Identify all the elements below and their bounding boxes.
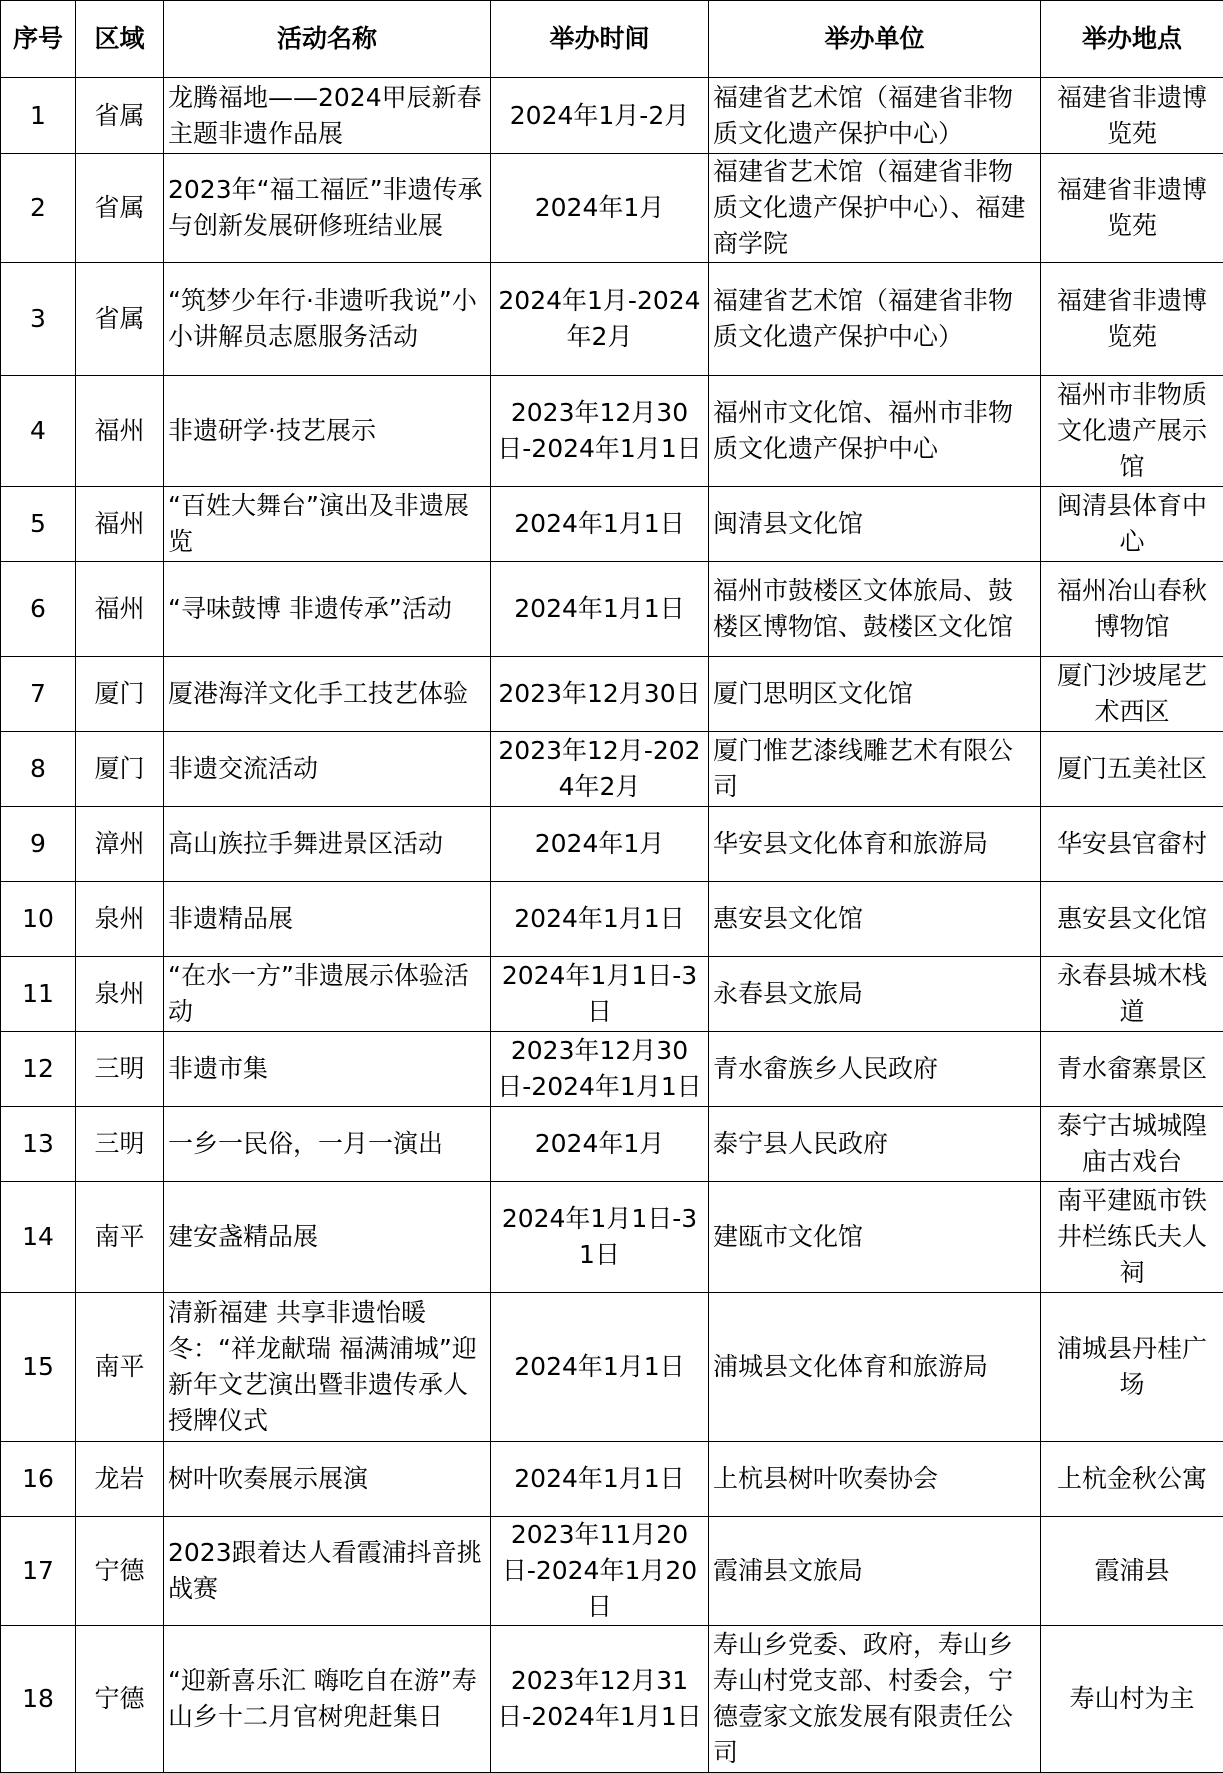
cell-org: 厦门惟艺漆线雕艺术有限公司 [709,732,1041,807]
table-row [1,487,1223,562]
cell-no: 5 [1,487,76,562]
cell-place: 永春县城木栈道 [1041,957,1223,1032]
cell-no: 8 [1,732,76,807]
table-row [1,957,1223,1032]
cell-region: 福州 [76,487,164,562]
cell-name: 厦港海洋文化手工技艺体验 [164,657,491,732]
cell-place: 华安县官畲村 [1041,807,1223,882]
cell-place: 福建省非遗博览苑 [1041,154,1223,263]
cell-name: “迎新喜乐汇 嗨吃自在游”寿山乡十二月官树兜赶集日 [164,1626,491,1773]
cell-name: 非遗研学·技艺展示 [164,376,491,487]
cell-name: 建安盏精品展 [164,1182,491,1293]
cell-place: 浦城县丹桂广场 [1041,1293,1223,1442]
cell-region: 厦门 [76,657,164,732]
cell-time: 2023年12月30日 [491,657,709,732]
cell-region: 南平 [76,1182,164,1293]
cell-no: 9 [1,807,76,882]
cell-region: 三明 [76,1032,164,1107]
table-row [1,732,1223,807]
cell-name: 树叶吹奏展示展演 [164,1442,491,1517]
cell-place: 霞浦县 [1041,1517,1223,1626]
table-row [1,78,1223,154]
cell-org: 建瓯市文化馆 [709,1182,1041,1293]
cell-org: 上杭县树叶吹奏协会 [709,1442,1041,1517]
cell-region: 福州 [76,562,164,657]
cell-time: 2023年12月-2024年2月 [491,732,709,807]
cell-org: 福建省艺术馆（福建省非物质文化遗产保护中心） [709,78,1041,154]
cell-org: 福州市文化馆、福州市非物质文化遗产保护中心 [709,376,1041,487]
cell-no: 11 [1,957,76,1032]
cell-place: 福建省非遗博览苑 [1041,263,1223,376]
table-header-row [1,1,1223,78]
table-body [1,78,1223,1773]
cell-no: 17 [1,1517,76,1626]
table-row [1,1032,1223,1107]
table-row [1,1517,1223,1626]
table-row [1,376,1223,487]
cell-org: 寿山乡党委、政府，寿山乡寿山村党支部、村委会，宁德壹家文旅发展有限责任公司 [709,1626,1041,1773]
table-row [1,1442,1223,1517]
cell-region: 龙岩 [76,1442,164,1517]
cell-no: 18 [1,1626,76,1773]
cell-name: 2023跟着达人看霞浦抖音挑战赛 [164,1517,491,1626]
cell-time: 2024年1月 [491,154,709,263]
header-region: 区域 [76,1,164,78]
cell-name: “在水一方”非遗展示体验活动 [164,957,491,1032]
cell-no: 12 [1,1032,76,1107]
cell-time: 2024年1月1日 [491,882,709,957]
table-row [1,1293,1223,1442]
cell-place: 南平建瓯市铁井栏练氏夫人祠 [1041,1182,1223,1293]
cell-name: 非遗市集 [164,1032,491,1107]
cell-org: 泰宁县人民政府 [709,1107,1041,1182]
cell-time: 2024年1月1日 [491,1442,709,1517]
table-row [1,882,1223,957]
cell-no: 3 [1,263,76,376]
cell-no: 15 [1,1293,76,1442]
cell-no: 10 [1,882,76,957]
cell-org: 福建省艺术馆（福建省非物质文化遗产保护中心） [709,263,1041,376]
table-row [1,263,1223,376]
cell-time: 2024年1月1日 [491,1293,709,1442]
cell-region: 省属 [76,78,164,154]
cell-org: 永春县文旅局 [709,957,1041,1032]
cell-region: 南平 [76,1293,164,1442]
cell-region: 宁德 [76,1626,164,1773]
cell-no: 6 [1,562,76,657]
cell-region: 省属 [76,154,164,263]
cell-place: 福建省非遗博览苑 [1041,78,1223,154]
cell-no: 16 [1,1442,76,1517]
cell-org: 闽清县文化馆 [709,487,1041,562]
cell-time: 2024年1月1日 [491,562,709,657]
cell-org: 青水畲族乡人民政府 [709,1032,1041,1107]
cell-no: 14 [1,1182,76,1293]
cell-name: 清新福建 共享非遗怡暖冬：“祥龙献瑞 福满浦城”迎新年文艺演出暨非遗传承人授牌仪式 [164,1293,491,1442]
cell-place: 青水畲寨景区 [1041,1032,1223,1107]
header-time: 举办时间 [491,1,709,78]
cell-region: 泉州 [76,882,164,957]
cell-name: 非遗交流活动 [164,732,491,807]
cell-name: 一乡一民俗，一月一演出 [164,1107,491,1182]
cell-place: 福州冶山春秋博物馆 [1041,562,1223,657]
header-no: 序号 [1,1,76,78]
cell-time: 2024年1月1日-31日 [491,1182,709,1293]
cell-org: 浦城县文化体育和旅游局 [709,1293,1041,1442]
cell-no: 13 [1,1107,76,1182]
cell-region: 泉州 [76,957,164,1032]
cell-region: 省属 [76,263,164,376]
cell-name: “筑梦少年行·非遗听我说”小小讲解员志愿服务活动 [164,263,491,376]
cell-time: 2023年12月31日-2024年1月1日 [491,1626,709,1773]
cell-name: 非遗精品展 [164,882,491,957]
cell-no: 4 [1,376,76,487]
cell-org: 霞浦县文旅局 [709,1517,1041,1626]
cell-time: 2024年1月1日 [491,487,709,562]
cell-time: 2024年1月1日-3日 [491,957,709,1032]
cell-place: 泰宁古城城隍庙古戏台 [1041,1107,1223,1182]
cell-name: 高山族拉手舞进景区活动 [164,807,491,882]
cell-name: 龙腾福地——2024甲辰新春主题非遗作品展 [164,78,491,154]
table-row [1,1107,1223,1182]
cell-place: 厦门五美社区 [1041,732,1223,807]
cell-region: 三明 [76,1107,164,1182]
table-row [1,1626,1223,1773]
cell-no: 1 [1,78,76,154]
cell-org: 福州市鼓楼区文体旅局、鼓楼区博物馆、鼓楼区文化馆 [709,562,1041,657]
cell-place: 寿山村为主 [1041,1626,1223,1773]
header-name: 活动名称 [164,1,491,78]
cell-time: 2023年12月30日-2024年1月1日 [491,376,709,487]
cell-time: 2024年1月 [491,807,709,882]
cell-time: 2023年11月20日-2024年1月20日 [491,1517,709,1626]
cell-org: 惠安县文化馆 [709,882,1041,957]
table-row [1,562,1223,657]
header-org: 举办单位 [709,1,1041,78]
cell-org: 厦门思明区文化馆 [709,657,1041,732]
cell-region: 厦门 [76,732,164,807]
table-row [1,1182,1223,1293]
cell-no: 7 [1,657,76,732]
cell-place: 惠安县文化馆 [1041,882,1223,957]
cell-org: 华安县文化体育和旅游局 [709,807,1041,882]
header-place: 举办地点 [1041,1,1223,78]
cell-region: 福州 [76,376,164,487]
cell-time: 2023年12月30日-2024年1月1日 [491,1032,709,1107]
cell-name: “寻味鼓博 非遗传承”活动 [164,562,491,657]
cell-place: 闽清县体育中心 [1041,487,1223,562]
cell-time: 2024年1月 [491,1107,709,1182]
table-row [1,807,1223,882]
cell-place: 福州市非物质文化遗产展示馆 [1041,376,1223,487]
cell-region: 宁德 [76,1517,164,1626]
cell-time: 2024年1月-2024年2月 [491,263,709,376]
table-row [1,657,1223,732]
cell-place: 上杭金秋公寓 [1041,1442,1223,1517]
cell-no: 2 [1,154,76,263]
cell-name: “百姓大舞台”演出及非遗展览 [164,487,491,562]
table-row [1,154,1223,263]
cell-org: 福建省艺术馆（福建省非物质文化遗产保护中心）、福建商学院 [709,154,1041,263]
cell-region: 漳州 [76,807,164,882]
cell-name: 2023年“福工福匠”非遗传承与创新发展研修班结业展 [164,154,491,263]
cell-place: 厦门沙坡尾艺术西区 [1041,657,1223,732]
cell-time: 2024年1月-2月 [491,78,709,154]
